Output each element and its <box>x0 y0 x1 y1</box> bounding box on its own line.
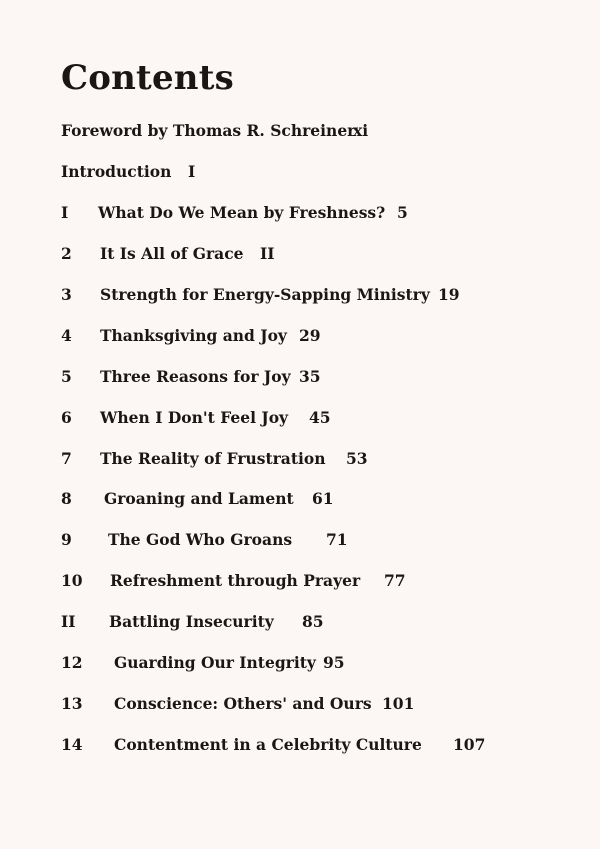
toc-entry-number: 9 <box>61 530 72 549</box>
toc-entry-number: II <box>61 612 76 631</box>
toc-entry-title: Battling Insecurity <box>109 612 274 631</box>
toc-entry-number: 4 <box>61 326 72 345</box>
toc-entry-title: What Do We Mean by Freshness? <box>98 203 386 222</box>
toc-entry-page: 19 <box>438 285 460 304</box>
toc-entry-title: Three Reasons for Joy <box>100 367 291 386</box>
toc-entry-title: Conscience: Others' and Ours <box>114 694 372 713</box>
toc-entry-number: 5 <box>61 367 72 386</box>
toc-entry-number: 10 <box>61 571 83 590</box>
toc-entry-number: 8 <box>61 489 72 508</box>
toc-entry-number: 3 <box>61 285 72 304</box>
toc-entry-page: 107 <box>453 735 486 754</box>
toc-entry-page: 61 <box>312 489 334 508</box>
toc-entry-number: 12 <box>61 653 83 672</box>
toc-entry-page: xi <box>353 121 369 140</box>
toc-entry-title: The God Who Groans <box>108 530 293 549</box>
toc-entry-title: Strength for Energy-Sapping Ministry <box>100 285 430 304</box>
toc-entry-title: The Reality of Frustration <box>100 449 326 468</box>
toc-entry-number: I <box>61 203 69 222</box>
toc-entry-title: Thanksgiving and Joy <box>100 326 287 345</box>
toc-entry-title: When I Don't Feel Joy <box>100 408 289 427</box>
toc-entry-page: 35 <box>299 367 321 386</box>
toc-entry-page: 45 <box>309 408 331 427</box>
toc-entry-page: 85 <box>302 612 324 631</box>
toc-entry-number: 2 <box>61 244 72 263</box>
toc-entry-page: I <box>188 162 196 181</box>
toc-entry-page: 5 <box>397 203 408 222</box>
page-title: Contents <box>61 58 234 98</box>
toc-entry-title: Groaning and Lament <box>104 489 294 508</box>
toc-entry-title: Foreword by Thomas R. Schreiner <box>61 121 356 140</box>
toc-entry-number: 6 <box>61 408 72 427</box>
toc-entry-title: Contentment in a Celebrity Culture <box>114 735 422 754</box>
toc-entry-page: II <box>260 244 275 263</box>
toc-entry-title: Introduction <box>61 162 172 181</box>
toc-entry-page: 95 <box>323 653 345 672</box>
toc-entry-number: 14 <box>61 735 83 754</box>
toc-entry-page: 53 <box>346 449 368 468</box>
toc-entry-page: 71 <box>326 530 348 549</box>
toc-entry-title: It Is All of Grace <box>100 244 244 263</box>
toc-entry-page: 77 <box>384 571 406 590</box>
toc-entry-page: 29 <box>299 326 321 345</box>
toc-entry-page: 101 <box>382 694 415 713</box>
toc-entry-title: Refreshment through Prayer <box>110 571 361 590</box>
toc-entry-number: 7 <box>61 449 72 468</box>
toc-entry-title: Guarding Our Integrity <box>114 653 316 672</box>
toc-entry-number: 13 <box>61 694 83 713</box>
